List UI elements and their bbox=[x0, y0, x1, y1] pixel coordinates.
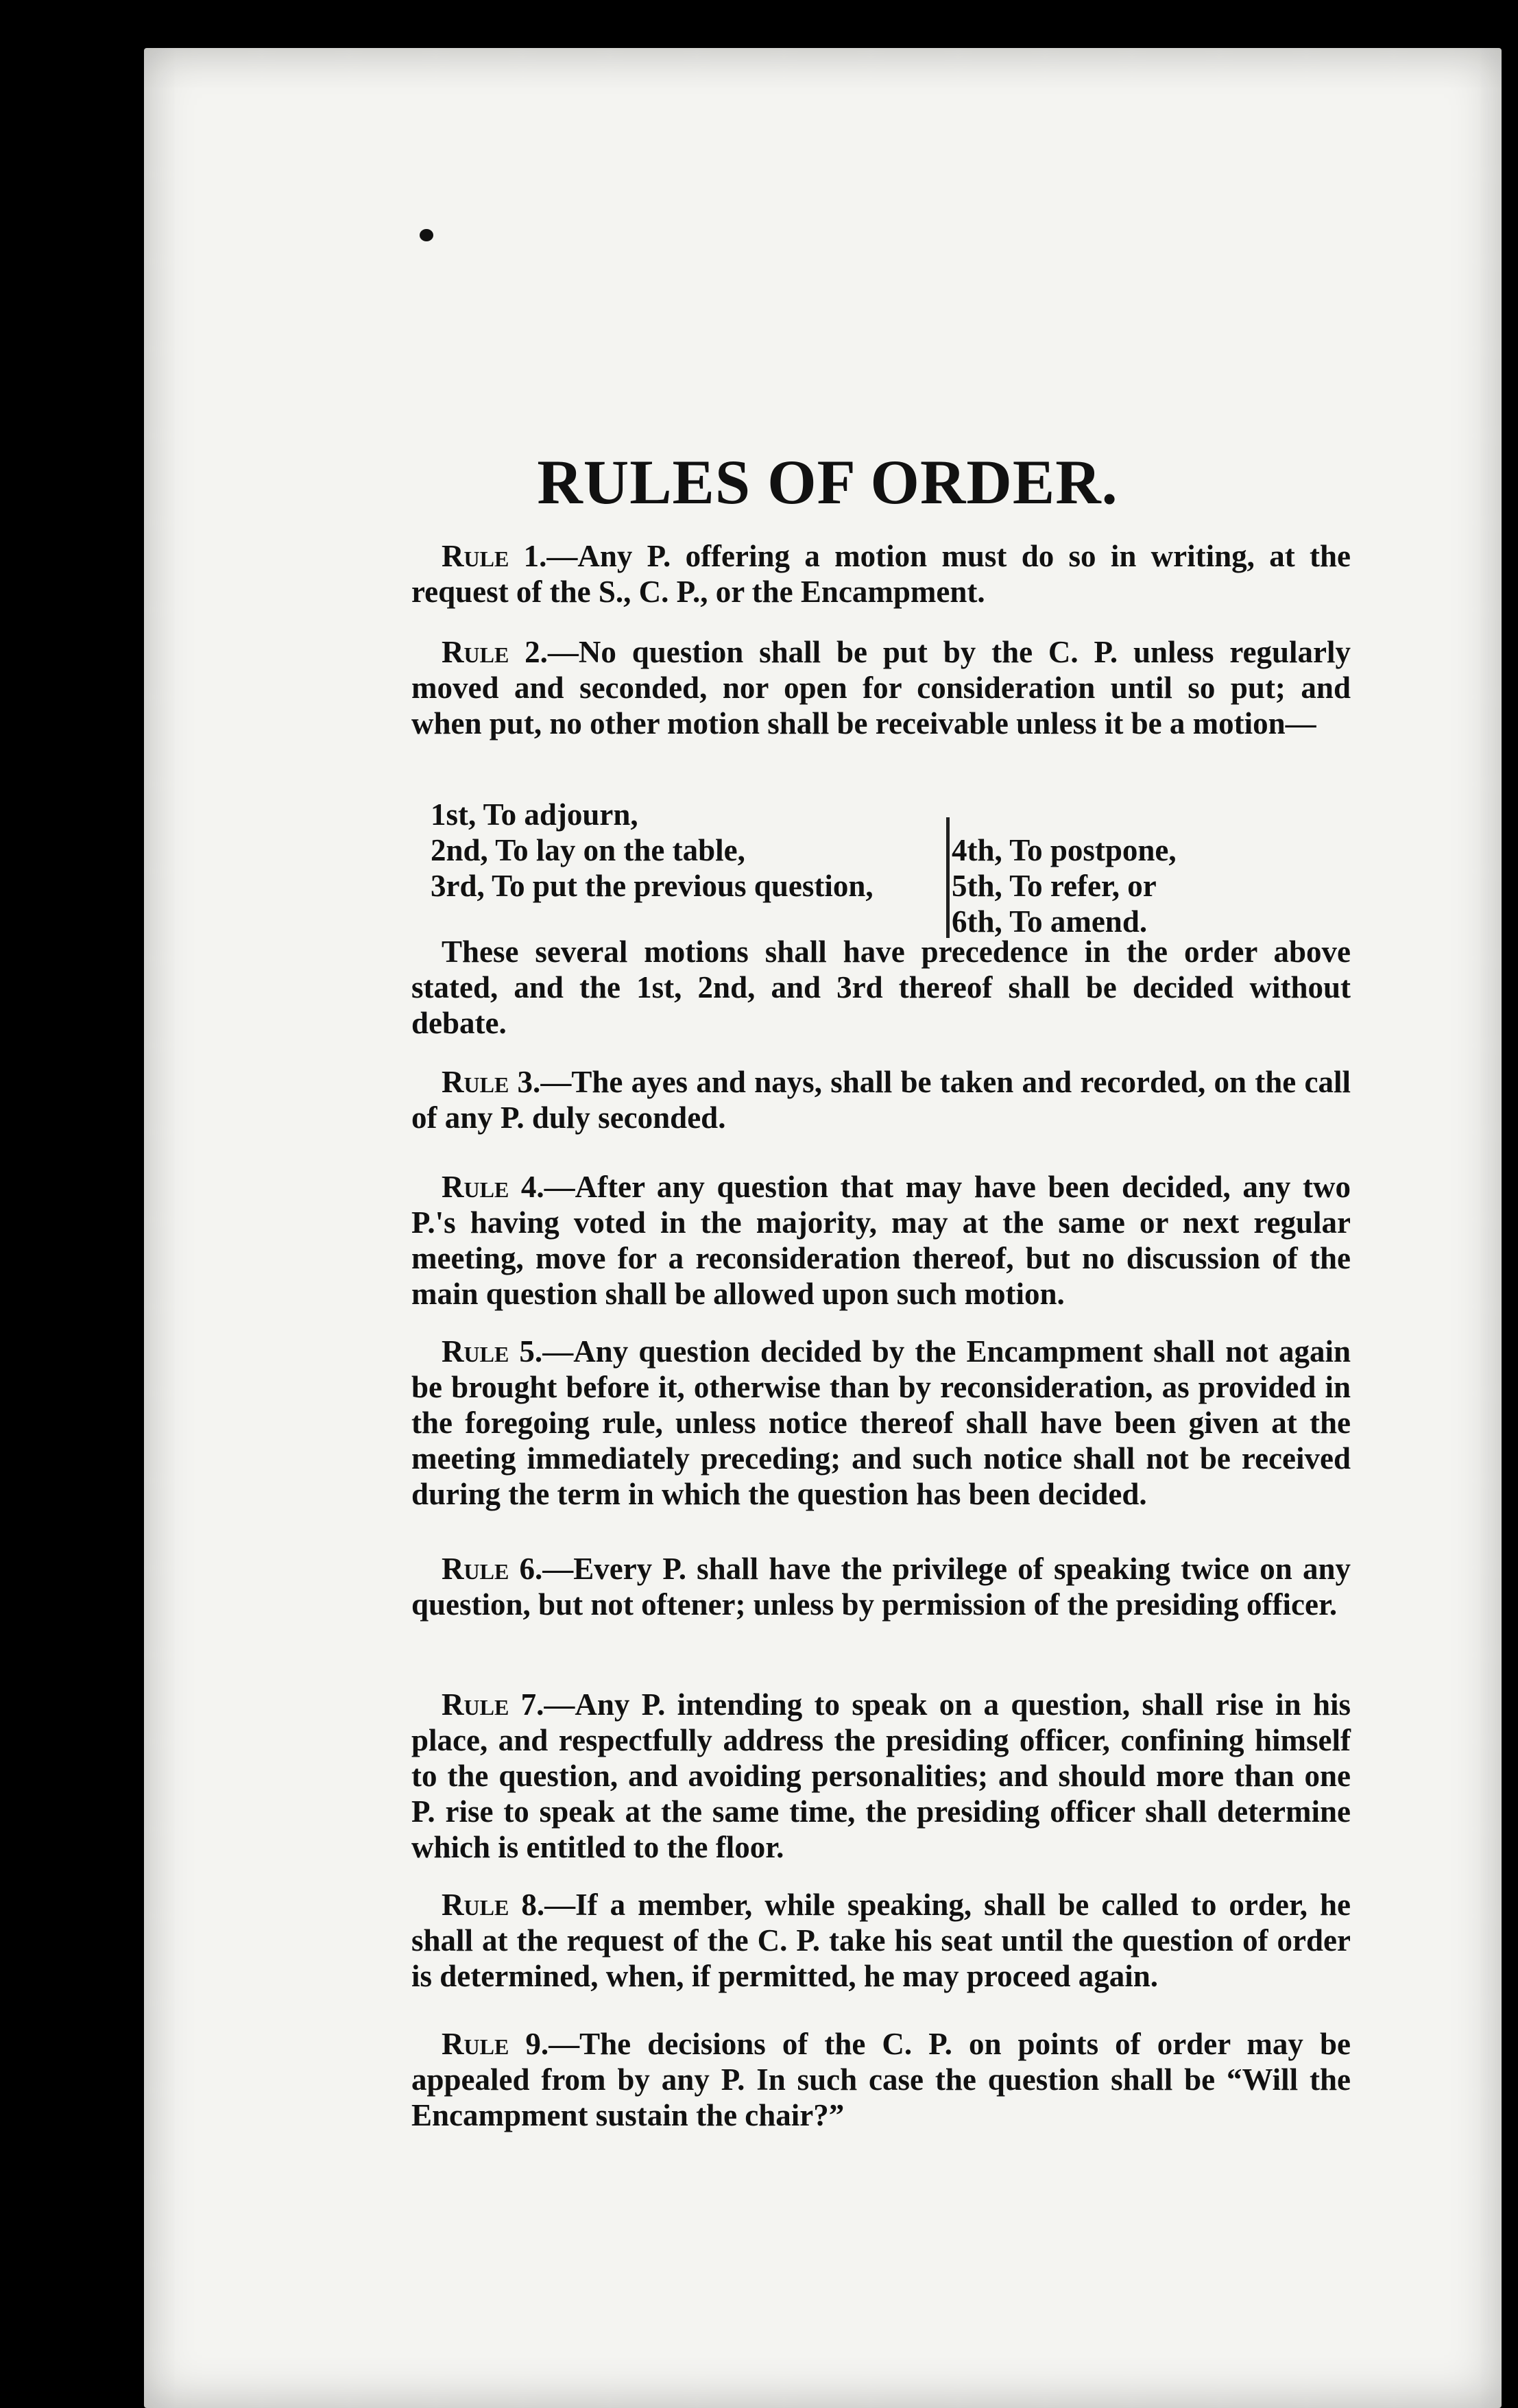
rule-7 bbox=[411, 1687, 1351, 1865]
rule-label: Rule 1. bbox=[442, 539, 547, 573]
rule-6 bbox=[411, 1551, 1351, 1622]
motion-item: 3rd, To put the previous question, bbox=[431, 869, 874, 903]
rule-label: Rule 6. bbox=[442, 1552, 543, 1586]
rule-text: —If a member, while speaking, shall be called to order, he shall at the request of the C. P. take his seat until the question of order is determined, when, if permitted, he may proceed again. bbox=[411, 1888, 1351, 1993]
rule-1 bbox=[411, 538, 1351, 610]
rule-3 bbox=[411, 1064, 1351, 1135]
motions-right-column bbox=[952, 832, 1177, 939]
rule-text: —Any P. offering a motion must do so in writing, at the request of the S., C. P., or the Encampment. bbox=[411, 539, 1351, 609]
page-title: RULES OF ORDER. bbox=[537, 447, 1118, 517]
rule-text: —After any question that may have been decided, any two P.'s having voted in the majority, may at the same or next regular meeting, move for a reconsideration thereof, but no discussion of the main question shall be allowed upon such motion. bbox=[411, 1170, 1351, 1311]
rule-label: Rule 7. bbox=[442, 1687, 544, 1722]
rule-text: —The ayes and nays, shall be taken and recorded, on the call of any P. duly seconded. bbox=[411, 1065, 1351, 1135]
rule-text: —Any P. intending to speak on a question, shall rise in his place, and respectfully address the presiding officer, confining himself to the question, and avoiding personalities; and should more than one P. rise to speak at the same time, the presiding officer shall determine which is entitled to the floor. bbox=[411, 1687, 1351, 1864]
motion-item: 4th, To postpone, bbox=[952, 833, 1177, 867]
rule-label: Rule 3. bbox=[442, 1065, 541, 1099]
motions-list bbox=[431, 797, 1281, 939]
rule-5 bbox=[411, 1334, 1351, 1512]
rule-text: —Any question decided by the Encampment shall not again be brought before it, otherwise than by reconsideration, as provided in the foregoing rule, unless notice thereof shall have been given at the meeting immediately preceding; and such notice shall not be received during the term in which the question has been decided. bbox=[411, 1334, 1351, 1511]
ink-dot bbox=[420, 229, 433, 241]
motion-item: 1st, To adjourn, bbox=[431, 797, 638, 832]
rule-9 bbox=[411, 2026, 1351, 2133]
rule-label: Rule 8. bbox=[442, 1888, 545, 1922]
motion-item: 6th, To amend. bbox=[952, 904, 1148, 939]
precedence-note: These several motions shall have precedence in the order above stated, and the 1st, 2nd, and 3rd thereof shall be decided without debate. bbox=[411, 935, 1351, 1040]
rule-label: Rule 9. bbox=[442, 2027, 549, 2061]
motions-left-column bbox=[431, 797, 874, 904]
rule-text: —The decisions of the C. P. on points of order may be appealed from by any P. In such case the question shall be “Will the Encampment sustain the chair?” bbox=[411, 2027, 1351, 2132]
motion-item: 2nd, To lay on the table, bbox=[431, 833, 745, 867]
column-divider bbox=[946, 817, 950, 938]
rule-8 bbox=[411, 1887, 1351, 1994]
rule-label: Rule 4. bbox=[442, 1170, 544, 1204]
rule-label: Rule 5. bbox=[442, 1334, 543, 1369]
rule-4 bbox=[411, 1169, 1351, 1312]
rule-2 bbox=[411, 634, 1351, 741]
rule-text: —Every P. shall have the privilege of speaking twice on any question, but not oftener; unless by permission of the presiding officer. bbox=[411, 1552, 1351, 1622]
rule-text: —No question shall be put by the C. P. unless regularly moved and seconded, nor open for consideration until so put; and when put, no other motion shall be receivable unless it be a motion— bbox=[411, 635, 1351, 741]
motion-item: 5th, To refer, or bbox=[952, 869, 1157, 903]
rule-label: Rule 2. bbox=[442, 635, 548, 669]
